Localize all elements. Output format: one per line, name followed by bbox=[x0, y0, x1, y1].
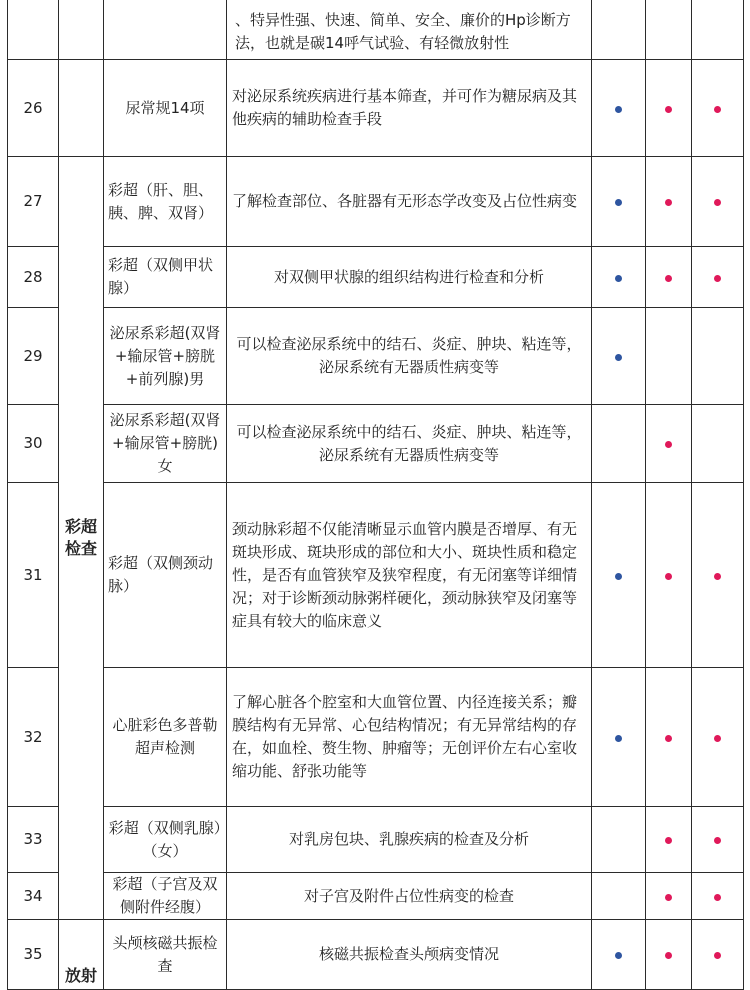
item-description: 颈动脉彩超不仅能清晰显示血管内膜是否增厚、有无斑块形成、斑块形成的部位和大小、斑块性质和稳定性，是否有血管狭窄及狭窄程度，有无闭塞等详细情况；对于诊断颈动脉粥样硬化，颈动脉狭窄及闭塞等症具有较大的临床意义 bbox=[227, 483, 592, 668]
item-description: 对双侧甲状腺的组织结构进行检查和分析 bbox=[227, 247, 592, 308]
package-col-3 bbox=[692, 157, 744, 247]
table-row bbox=[8, 247, 744, 308]
item-description: 核磁共振检查头颅病变情况 bbox=[227, 920, 592, 990]
package-col-2 bbox=[646, 0, 692, 60]
red-dot-icon bbox=[665, 573, 672, 580]
item-name: 头颅核磁共振检查 bbox=[104, 920, 227, 990]
category-cell bbox=[59, 60, 104, 157]
package-col-3 bbox=[692, 60, 744, 157]
package-col-1 bbox=[592, 0, 646, 60]
package-col-3 bbox=[692, 0, 744, 60]
package-col-3 bbox=[692, 405, 744, 483]
package-col-1 bbox=[592, 247, 646, 308]
package-col-3 bbox=[692, 668, 744, 807]
blue-dot-icon bbox=[615, 735, 622, 742]
row-number: 29 bbox=[8, 308, 59, 405]
item-name: 尿常规14项 bbox=[104, 60, 227, 157]
item-description: 可以检查泌尿系统中的结石、炎症、肿块、粘连等，泌尿系统有无器质性病变等 bbox=[227, 405, 592, 483]
package-col-2 bbox=[646, 807, 692, 873]
item-description: 可以检查泌尿系统中的结石、炎症、肿块、粘连等，泌尿系统有无器质性病变等 bbox=[227, 308, 592, 405]
red-dot-icon bbox=[665, 199, 672, 206]
red-dot-icon bbox=[665, 441, 672, 448]
package-col-2 bbox=[646, 247, 692, 308]
red-dot-icon bbox=[665, 837, 672, 844]
red-dot-icon bbox=[665, 106, 672, 113]
red-dot-icon bbox=[665, 952, 672, 959]
package-col-2 bbox=[646, 920, 692, 990]
row-number: 34 bbox=[8, 873, 59, 920]
package-col-1 bbox=[592, 308, 646, 405]
item-name: 泌尿系彩超(双肾+输尿管+膀胱+前列腺)男 bbox=[104, 308, 227, 405]
package-col-2 bbox=[646, 873, 692, 920]
red-dot-icon bbox=[714, 952, 721, 959]
table-row bbox=[8, 807, 744, 873]
blue-dot-icon bbox=[615, 573, 622, 580]
item-name: 彩超（肝、胆、胰、脾、双肾） bbox=[104, 157, 227, 247]
package-col-1 bbox=[592, 60, 646, 157]
package-col-2 bbox=[646, 308, 692, 405]
red-dot-icon bbox=[714, 573, 721, 580]
table-row bbox=[8, 483, 744, 668]
blue-dot-icon bbox=[615, 199, 622, 206]
item-name: 彩超（子宫及双侧附件经腹） bbox=[104, 873, 227, 920]
category-cell bbox=[59, 157, 104, 920]
package-col-1 bbox=[592, 807, 646, 873]
red-dot-icon bbox=[665, 894, 672, 901]
row-number: 27 bbox=[8, 157, 59, 247]
table-row bbox=[8, 668, 744, 807]
red-dot-icon bbox=[665, 275, 672, 282]
row-number: 30 bbox=[8, 405, 59, 483]
row-number: 35 bbox=[8, 920, 59, 990]
category-label: 彩超检查 bbox=[64, 517, 97, 558]
table-row bbox=[8, 308, 744, 405]
item-name: 心脏彩色多普勒超声检测 bbox=[104, 668, 227, 807]
red-dot-icon bbox=[714, 894, 721, 901]
table-row bbox=[8, 157, 744, 247]
item-name: 泌尿系彩超(双肾+输尿管+膀胱)女 bbox=[104, 405, 227, 483]
package-col-2 bbox=[646, 157, 692, 247]
item-description: 、特异性强、快速、简单、安全、廉价的Hp诊断方法，也就是碳14呼气试验、有轻微放射性 bbox=[227, 0, 592, 60]
package-col-2 bbox=[646, 483, 692, 668]
row-number: 33 bbox=[8, 807, 59, 873]
table-row bbox=[8, 873, 744, 920]
blue-dot-icon bbox=[615, 275, 622, 282]
item-description: 对乳房包块、乳腺疾病的检查及分析 bbox=[227, 807, 592, 873]
package-col-3 bbox=[692, 308, 744, 405]
item-name: 彩超（双侧甲状腺） bbox=[104, 247, 227, 308]
package-col-2 bbox=[646, 668, 692, 807]
item-description: 了解心脏各个腔室和大血管位置、内径连接关系；瓣膜结构有无异常、心包结构情况；有无异常结构的存在，如血栓、赘生物、肿瘤等；无创评价左右心室收缩功能、舒张功能等 bbox=[227, 668, 592, 807]
blue-dot-icon bbox=[615, 952, 622, 959]
package-col-3 bbox=[692, 807, 744, 873]
package-col-1 bbox=[592, 873, 646, 920]
red-dot-icon bbox=[714, 106, 721, 113]
package-col-1 bbox=[592, 157, 646, 247]
table-row bbox=[8, 0, 744, 60]
blue-dot-icon bbox=[615, 354, 622, 361]
table-row bbox=[8, 60, 744, 157]
item-description: 了解检查部位、各脏器有无形态学改变及占位性病变 bbox=[227, 157, 592, 247]
item-description: 对泌尿系统疾病进行基本筛查，并可作为糖尿病及其他疾病的辅助检查手段 bbox=[227, 60, 592, 157]
package-col-1 bbox=[592, 920, 646, 990]
package-col-2 bbox=[646, 60, 692, 157]
table-row bbox=[8, 920, 744, 990]
item-name: 彩超（双侧颈动脉） bbox=[104, 483, 227, 668]
item-name bbox=[104, 0, 227, 60]
row-number: 28 bbox=[8, 247, 59, 308]
row-number: 32 bbox=[8, 668, 59, 807]
package-col-1 bbox=[592, 483, 646, 668]
package-col-3 bbox=[692, 873, 744, 920]
category-label: 放射 bbox=[64, 966, 97, 985]
package-col-1 bbox=[592, 405, 646, 483]
package-col-3 bbox=[692, 920, 744, 990]
red-dot-icon bbox=[665, 735, 672, 742]
item-description: 对子宫及附件占位性病变的检查 bbox=[227, 873, 592, 920]
checkup-table bbox=[7, 0, 744, 990]
red-dot-icon bbox=[714, 275, 721, 282]
table-row bbox=[8, 405, 744, 483]
red-dot-icon bbox=[714, 837, 721, 844]
red-dot-icon bbox=[714, 735, 721, 742]
category-cell bbox=[59, 0, 104, 60]
package-col-3 bbox=[692, 247, 744, 308]
red-dot-icon bbox=[714, 199, 721, 206]
row-number bbox=[8, 0, 59, 60]
item-name: 彩超（双侧乳腺）（女） bbox=[104, 807, 227, 873]
package-col-3 bbox=[692, 483, 744, 668]
category-cell bbox=[59, 920, 104, 990]
row-number: 31 bbox=[8, 483, 59, 668]
row-number: 26 bbox=[8, 60, 59, 157]
blue-dot-icon bbox=[615, 106, 622, 113]
package-col-1 bbox=[592, 668, 646, 807]
package-col-2 bbox=[646, 405, 692, 483]
